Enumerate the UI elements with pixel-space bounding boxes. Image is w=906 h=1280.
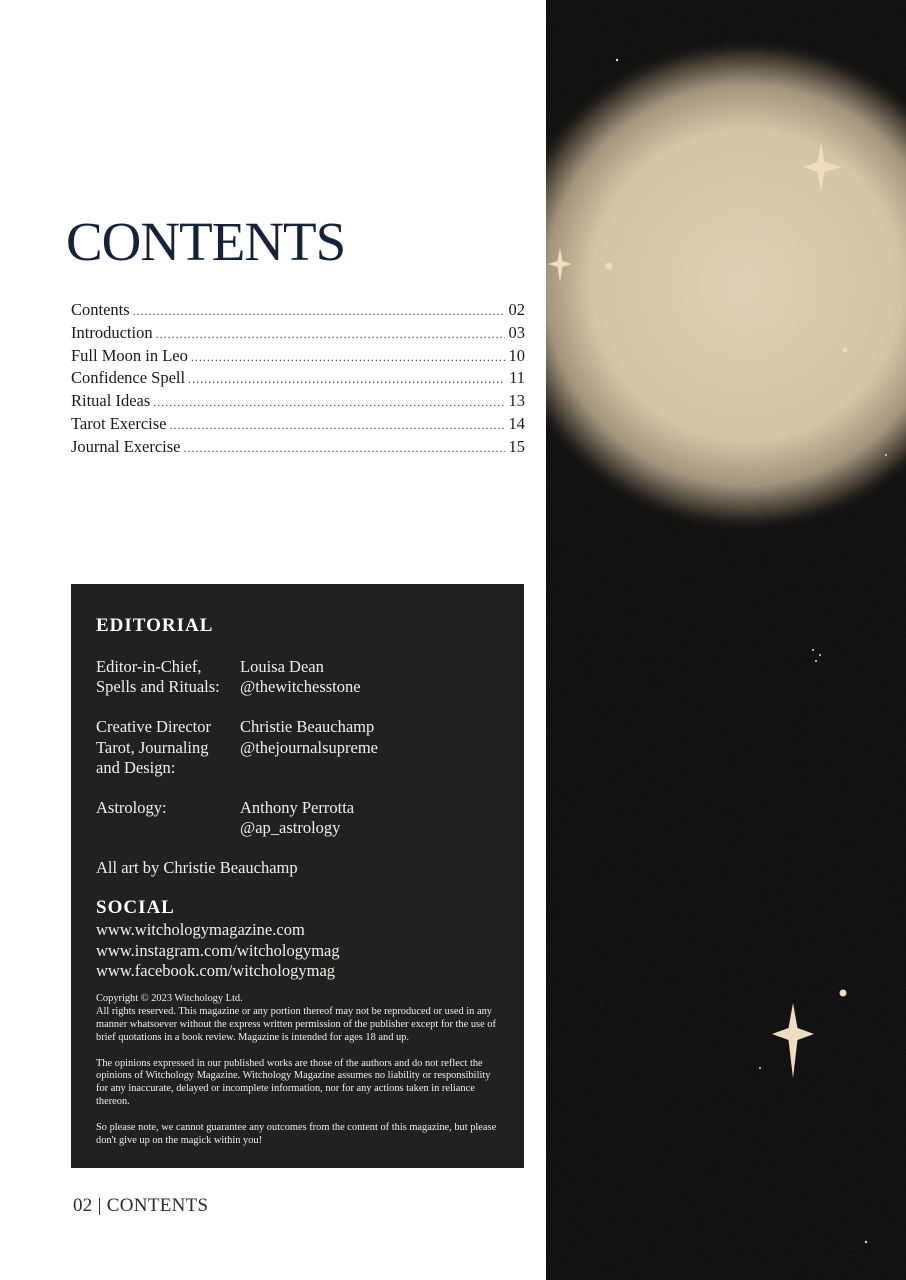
toc-entry[interactable] [71,367,525,390]
toc-entry[interactable] [71,299,525,322]
toc-page-number: 02 [508,300,525,319]
toc-entry[interactable] [71,345,525,368]
credit-role: Tarot, Journaling [96,737,209,757]
star-dot [840,990,847,997]
legal-notice [96,993,499,1148]
credit-group-astrology [96,798,499,838]
toc-leader-dots [188,368,505,391]
toc-entry[interactable] [71,390,525,413]
credit-row [96,818,499,838]
page-footer: 02 | CONTENTS [73,1195,209,1216]
credit-handle[interactable]: @ap_astrology [240,818,341,838]
star-dot [885,454,887,456]
table-of-contents [71,299,525,459]
toc-label: Contents [71,300,130,319]
credit-name: Louisa Dean [240,657,324,676]
social-links [96,920,499,981]
credit-role: Spells and Rituals: [96,677,220,697]
credit-role [96,818,240,838]
art-credit: All art by Christie Beauchamp [96,858,298,878]
toc-label: Introduction [71,322,153,342]
toc-entry[interactable] [71,413,525,436]
star-dot [812,649,814,651]
toc-leader-dots [156,323,505,346]
toc-leader-dots [184,437,505,460]
toc-label: Confidence Spell [71,368,186,388]
toc-label: Ritual Ideas [71,391,151,411]
toc-entry[interactable] [71,436,525,459]
moon-artwork-panel [546,0,906,1280]
toc-leader-dots [170,414,505,437]
toc-page-number: 11 [509,368,525,388]
credit-role: Creative Director [96,717,211,737]
star-dot [616,59,618,61]
disclaimer-paragraph: The opinions expressed in our published works are those of the authors and do not reflect the opinions of Witchology Magazine. Witchology Magazine assumes no liability or responsibility for any inaccurate, delayed or incomplete information, nor for any actions taken in reliance thereon. [96,1057,491,1108]
toc-page-number: 10 [508,345,525,365]
toc-leader-dots [153,391,504,414]
star-dot [815,660,817,662]
star-dot [843,348,848,353]
star-dot [819,654,821,656]
full-moon-illustration [546,0,906,1280]
toc-page-number: 14 [508,413,525,433]
toc-entry[interactable] [71,322,525,345]
page-title: CONTENTS [66,211,346,272]
social-link-facebook[interactable]: www.facebook.com/witchologymag [96,960,336,980]
social-link-instagram[interactable]: www.instagram.com/witchologymag [96,940,340,960]
star-dot [759,1067,761,1069]
moon-glow [546,35,906,535]
credit-row [96,738,499,758]
star-dot [606,263,613,270]
credit-row [96,657,499,677]
credit-role: Astrology: [96,798,167,818]
toc-label: Full Moon in Leo [71,345,188,365]
editorial-heading: EDITORIAL [96,615,214,636]
copyright-paragraph: Copyright © 2023 Witchology Ltd. All rights reserved. This magazine or any portion thereof may not be reproduced or used in any manner whatsoever without the express written permission of the publisher except for the use of brief quotations in a book review. Magazine is intended for ages 18 and up. [96,993,496,1043]
credit-group-creative-director [96,717,499,778]
credit-name: Christie Beauchamp [240,717,375,737]
credit-handle[interactable]: @thejournalsupreme [240,737,378,757]
credit-role: Editor-in-Chief, [96,657,202,676]
toc-leader-dots [191,346,505,369]
toc-leader-dots [133,300,505,323]
toc-page-number: 03 [508,322,525,342]
credit-row [96,677,499,697]
social-link-website[interactable]: www.witchologymagazine.com [96,920,305,940]
credit-row [96,798,499,818]
toc-page-number: 15 [508,436,525,456]
credit-row [96,717,499,737]
credit-role: and Design: [96,757,176,777]
credit-row [96,758,499,778]
editorial-panel [71,584,524,1168]
toc-label: Journal Exercise [71,436,181,456]
toc-label: Tarot Exercise [71,413,167,433]
social-heading: SOCIAL [96,897,175,919]
outcome-note-paragraph: So please note, we cannot guarantee any outcomes from the content of this magazine, but please don't give up on the magick within you! [96,1122,497,1146]
toc-page-number: 13 [508,391,525,411]
star-dot [865,1241,867,1243]
credit-name: Anthony Perrotta [240,798,355,818]
credit-handle[interactable]: @thewitchesstone [240,677,361,697]
credit-group-editor [96,657,499,697]
